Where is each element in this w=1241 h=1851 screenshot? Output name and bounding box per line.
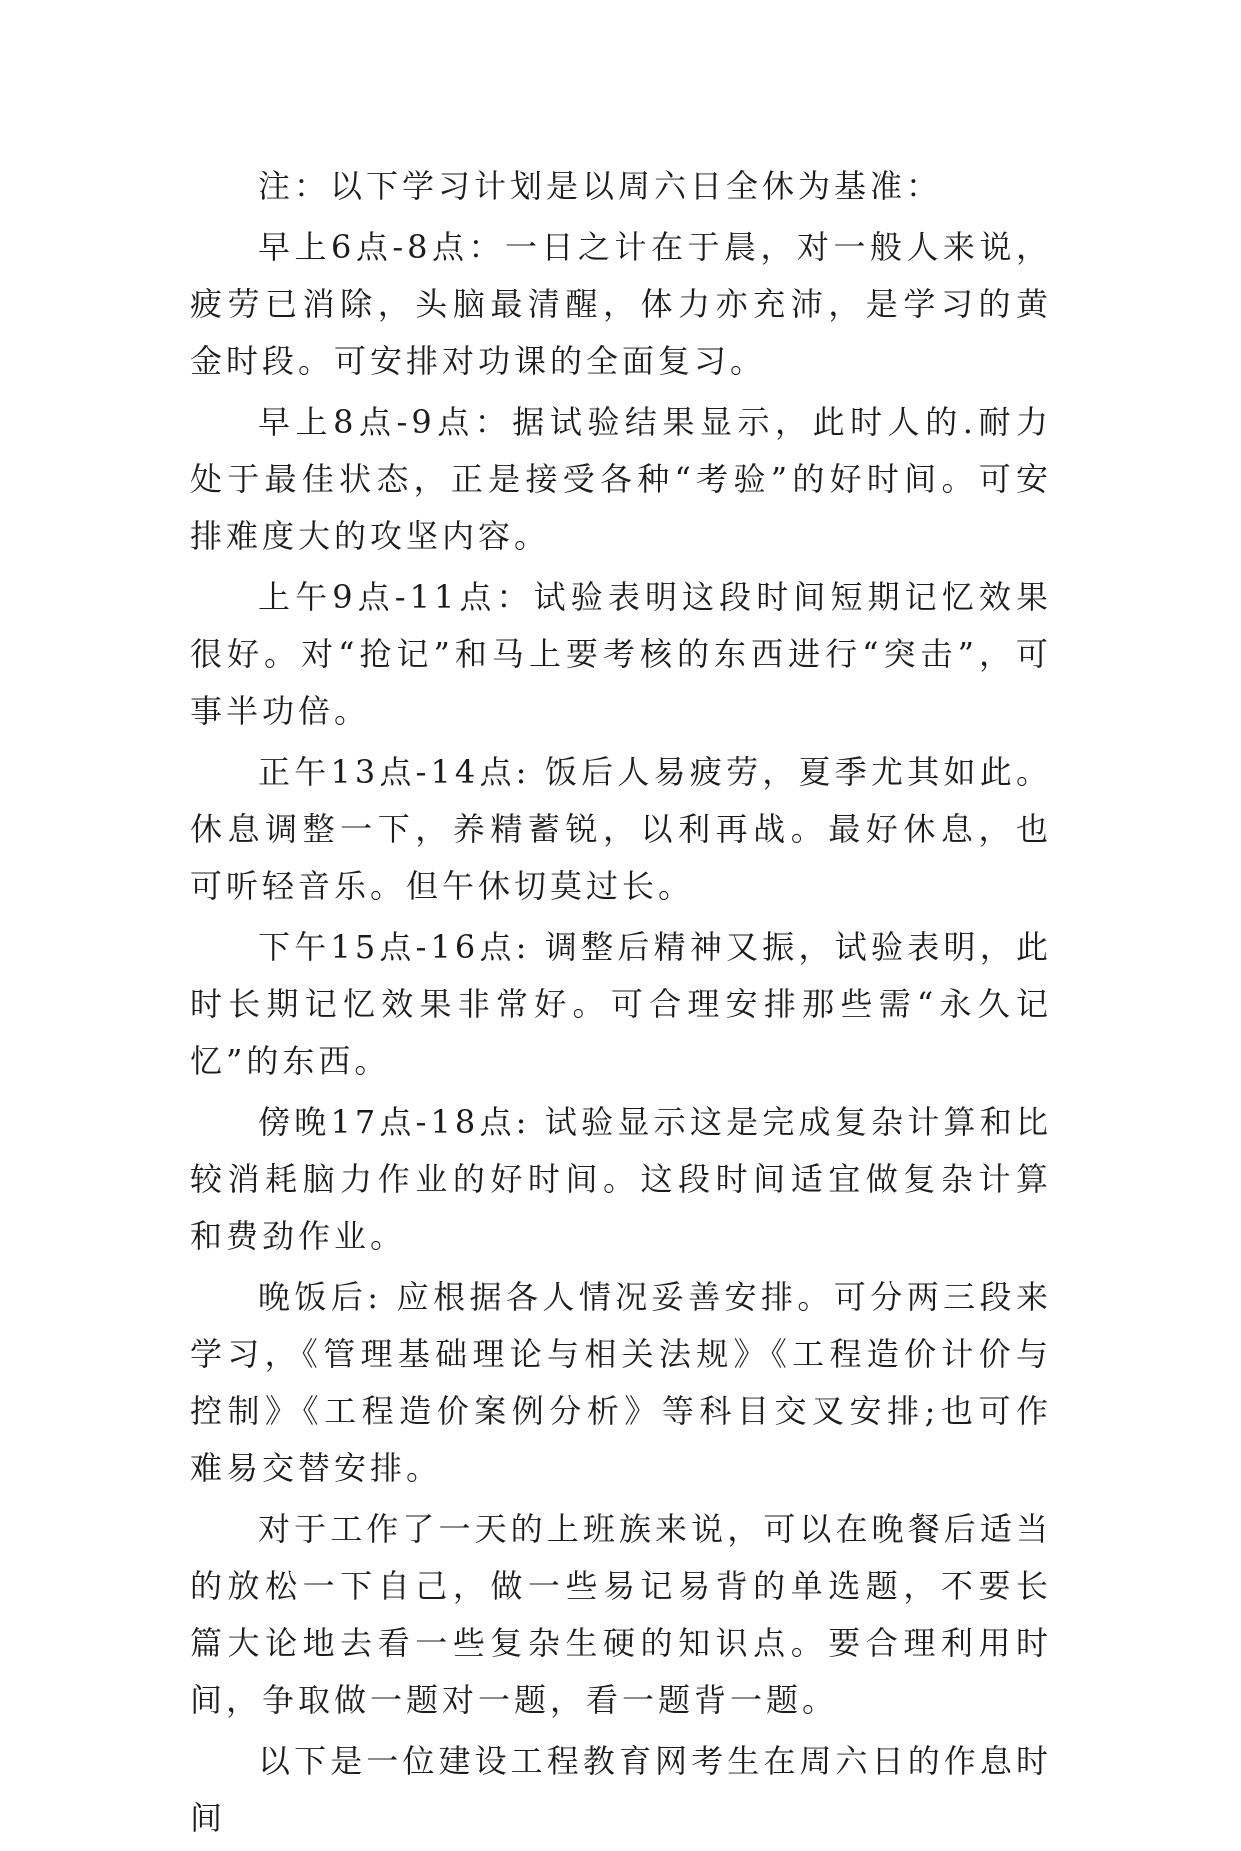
paragraph-office-workers: 对于工作了一天的上班族来说，可以在晚餐后适当的放松一下自己，做一些易记易背的单选题，不要长篇大论地去看一些复杂生硬的知识点。要合理利用时间，争取做一题对一题，看一题背一题。 <box>190 1510 1052 1719</box>
paragraph-13-14pm: 正午13点-14点: 饭后人易疲劳，夏季尤其如此。休息调整一下，养精蓄锐，以利再战。最好休息，也可听轻音乐。但午休切莫过长。 <box>190 753 1052 905</box>
paragraph-6-8am: 早上6点-8点：一日之计在于晨，对一般人来说，疲劳已消除，头脑最清醒，体力亦充沛，是学习的黄金时段。可安排对功课的全面复习。 <box>190 228 1052 380</box>
paragraph-8-9am: 早上8点-9点：据试验结果显示，此时人的.耐力处于最佳状态，正是接受各种“考验”的好时间。可安排难度大的攻坚内容。 <box>190 403 1052 555</box>
document-body <box>190 158 1052 1851</box>
paragraph-note: 注：以下学习计划是以周六日全休为基准： <box>258 167 943 205</box>
paragraph-17-18pm: 傍晚17点-18点: 试验显示这是完成复杂计算和比较消耗脑力作业的好时间。这段时间适宜做复杂计算和费劲作业。 <box>190 1103 1052 1255</box>
paragraph-after-dinner: 晚饭后: 应根据各人情况妥善安排。可分两三段来学习，《管理基础理论与相关法规》《工程造价计价与控制》《工程造价案例分析》等科目交叉安排;也可作难易交替安排。 <box>190 1278 1052 1487</box>
paragraph-15-16pm: 下午15点-16点: 调整后精神又振，试验表明，此时长期记忆效果非常好。可合理安排那些需“永久记忆”的东西。 <box>190 928 1052 1080</box>
paragraph-schedule-intro: 以下是一位建设工程教育网考生在周六日的作息时间 <box>190 1742 1052 1837</box>
paragraph-9-11am: 上午9点-11点：试验表明这段时间短期记忆效果很好。对“抢记”和马上要考核的东西进行“突击”，可事半功倍。 <box>190 578 1052 730</box>
